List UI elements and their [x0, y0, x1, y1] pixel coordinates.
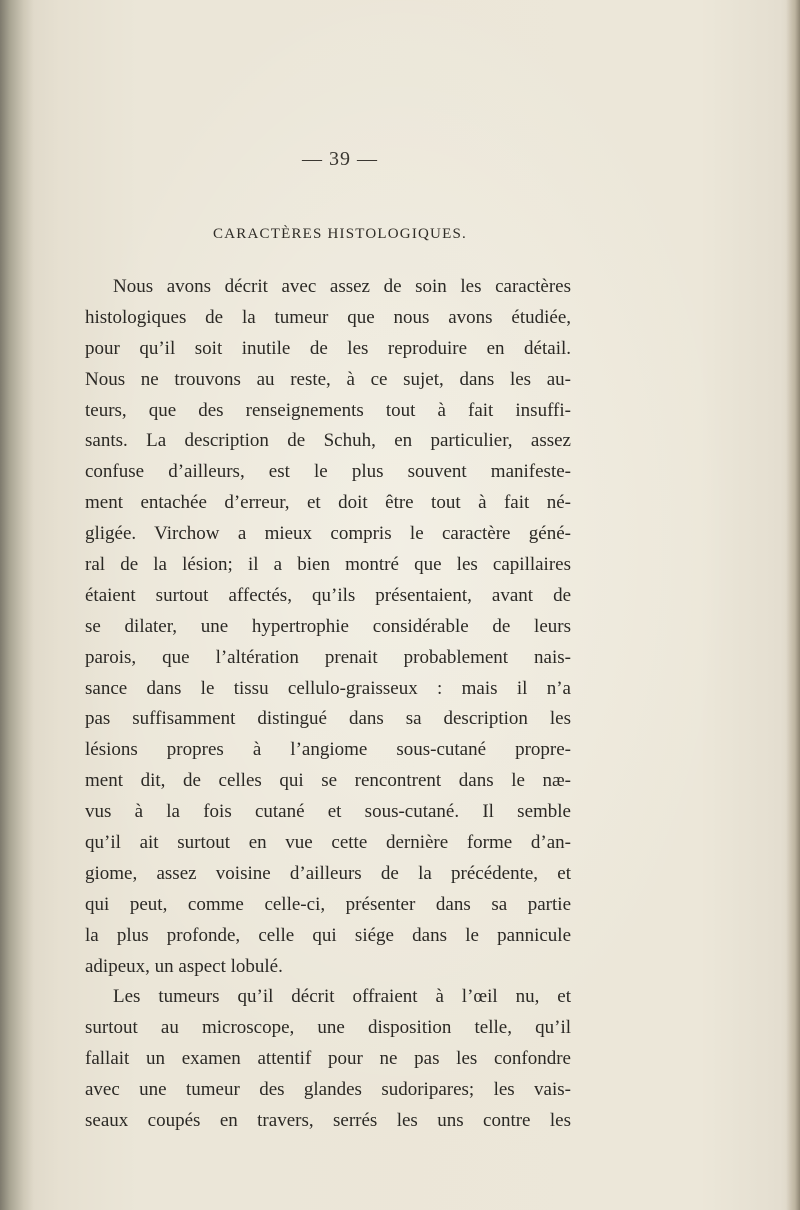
text-line: avec une tumeur des glandes sudoripares; les vais-: [85, 1079, 571, 1101]
page-number: — 39 —: [302, 148, 378, 170]
text-line: Les tumeurs qu’il décrit offraient à l’œil nu, et: [113, 986, 571, 1008]
section-heading: CARACTÈRES HISTOLOGIQUES.: [213, 226, 467, 242]
page-gutter-shadow: [0, 0, 34, 1210]
text-line: ral de la lésion; il a bien montré que les capillaires: [85, 554, 571, 576]
text-line: confuse d’ailleurs, est le plus souvent manifeste-: [85, 461, 571, 483]
text-line: gligée. Virchow a mieux compris le caractère géné-: [85, 523, 571, 545]
text-line: adipeux, un aspect lobulé.: [85, 955, 283, 977]
page-edge-shadow: [786, 0, 800, 1210]
text-line: giome, assez voisine d’ailleurs de la précédente, et: [85, 862, 571, 884]
text-line: pas suffisamment distingué dans sa description les: [85, 708, 571, 730]
text-line: pour qu’il soit inutile de les reproduire en détail.: [85, 337, 571, 359]
text-line: lésions propres à l’angiome sous-cutané propre-: [85, 739, 571, 761]
text-line: la plus profonde, celle qui siége dans le pannicule: [85, 924, 571, 946]
text-line: surtout au microscope, une disposition telle, qu’il: [85, 1017, 571, 1039]
text-line: qui peut, comme celle-ci, présenter dans sa partie: [85, 893, 571, 915]
text-line: fallait un examen attentif pour ne pas les confondre: [85, 1048, 571, 1070]
text-line: Nous avons décrit avec assez de soin les caractères: [113, 276, 571, 297]
body-text: [85, 272, 571, 1137]
text-line: ment entachée d’erreur, et doit être tout à fait né-: [85, 492, 571, 514]
text-line: étaient surtout affectés, qu’ils présentaient, avant de: [85, 584, 571, 606]
text-line: Nous ne trouvons au reste, à ce sujet, dans les au-: [85, 368, 571, 390]
text-line: sants. La description de Schuh, en particulier, assez: [85, 430, 571, 452]
text-line: seaux coupés en travers, serrés les uns contre les: [85, 1110, 571, 1132]
text-line: parois, que l’altération prenait probablement nais-: [85, 646, 571, 668]
text-line: histologiques de la tumeur que nous avons étudiée,: [85, 306, 571, 328]
text-line: vus à la fois cutané et sous-cutané. Il semble: [85, 801, 571, 823]
text-line: se dilater, une hypertrophie considérable de leurs: [85, 615, 571, 637]
text-line: qu’il ait surtout en vue cette dernière forme d’an-: [85, 832, 571, 854]
text-line: ment dit, de celles qui se rencontrent dans le næ-: [85, 770, 571, 792]
text-line: teurs, que des renseignements tout à fait insuffi-: [85, 399, 571, 421]
text-line: sance dans le tissu cellulo-graisseux : mais il n’a: [85, 677, 571, 699]
